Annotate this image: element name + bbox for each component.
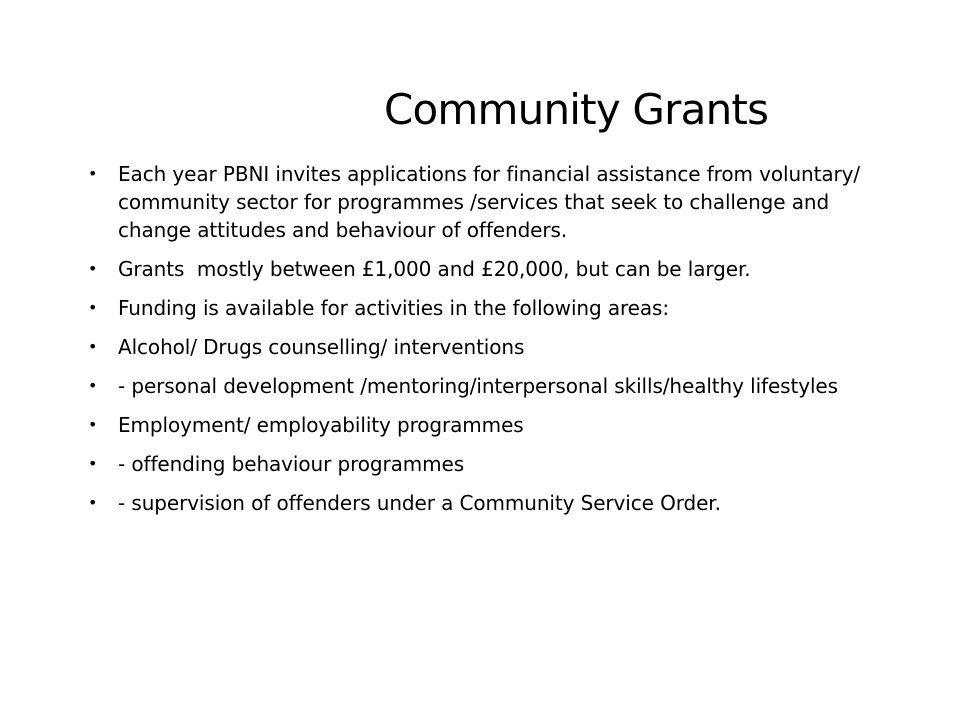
bullet-text: - supervision of offenders under a Community Service Order.	[118, 491, 721, 515]
bullet-item-alcohol-drugs	[88, 333, 888, 361]
bullet-text: Each year PBNI invites applications for financial assistance from voluntary/ community sector for programmes /services that seek to challenge and change attitudes and behaviour of offenders.	[118, 162, 861, 242]
bullet-text: - offending behaviour programmes	[118, 452, 465, 476]
bullet-item-funding-areas	[88, 294, 888, 322]
bullet-dot: •	[88, 298, 98, 317]
bullet-dot: •	[88, 454, 98, 473]
bullet-text: Grants mostly between £1,000 and £20,000, but can be larger.	[118, 257, 751, 281]
bullet-item-supervision	[88, 489, 888, 517]
bullet-text: - personal development /mentoring/interpersonal skills/healthy lifestyles	[118, 374, 838, 398]
bullet-dot: •	[88, 493, 98, 512]
bullet-dot: •	[88, 337, 98, 356]
slide-title: Community Grants	[384, 85, 769, 134]
bullet-dot: •	[88, 376, 98, 395]
bullet-item-grant-range	[88, 255, 888, 283]
bullet-item-offending-behaviour	[88, 450, 888, 478]
bullet-text: Funding is available for activities in the following areas:	[118, 296, 669, 320]
bullet-text: Employment/ employability programmes	[118, 413, 524, 437]
bullet-dot: •	[88, 259, 98, 278]
bullet-dot: •	[88, 415, 98, 434]
bullet-item-employment	[88, 411, 888, 439]
bullet-dot: •	[88, 164, 98, 183]
bullet-item-personal-development	[88, 372, 888, 400]
bullet-list	[88, 160, 888, 517]
bullet-item-applications	[88, 160, 888, 244]
bullet-text: Alcohol/ Drugs counselling/ interventions	[118, 335, 525, 359]
